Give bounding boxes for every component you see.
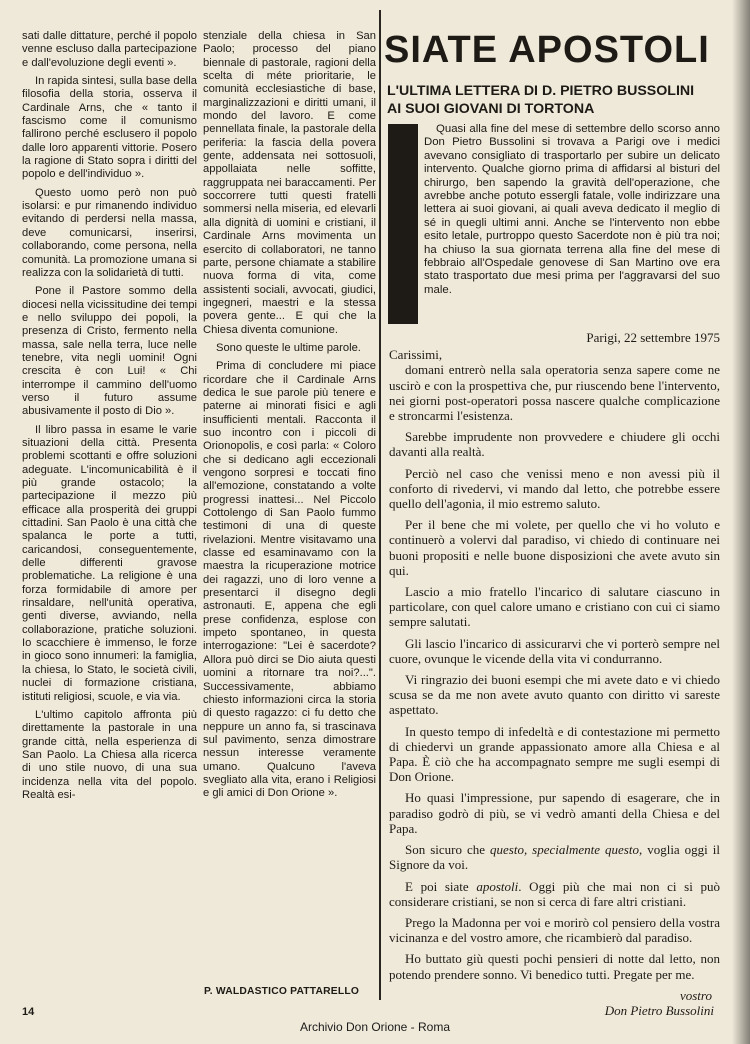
letter-paragraph: Sarebbe imprudente non provvedere e chiudere gli occhi davanti alla realtà. [389, 429, 720, 460]
paragraph: In rapida sintesi, sulla base della filosofia della storia, osserva il Cardinale Arns, che « tanto il fascismo come il comunismo fallirono perché esclusero il popolo dalle loro apparenti vittorie. Posero la ragione di Stato sopra i diritti del popolo e dell'individuo ». [22, 75, 197, 181]
paragraph: Pone il Pastore sommo della diocesi nella vicissitudine dei tempi e nello sviluppo dei popoli, la presenza di Cristo, fermento nella massa, sale nella terra, luce nelle tenebre, vita negli uomini! Ogni crescita è con Lui! « Chi interrompe il cammino dell'uomo verso il futuro assume abusivamente il posto di Dio ». [22, 285, 197, 418]
column-divider [379, 10, 381, 1000]
subtitle-line: L'ULTIMA LETTERA DI D. PIETRO BUSSOLINI [387, 83, 695, 99]
letter-paragraph: Ho buttato giù questi pochi pensieri di notte dal letto, non potendo prendere sonno. Vi benedico tutti. Pregate per me. [389, 951, 720, 982]
paragraph: stenziale della chiesa in San Paolo; processo del piano biennale di pastorale, ragioni della scelta di méte prioritarie, le comunità ecclesiastiche di base, marginalizzazioni e diritti umani, il mondo del lavoro. E come pennellata finale, la pastorale della periferia: la fascia della povera gente, addensata nei sottosuoli, appollaiata nelle soffitte, raggruppata nei baraccamenti. Per soccorrere tutti questi fratelli sommersi nella miseria, ed elevarli alla dignità di uomini e cristiani, il Cardinale Arns movimenta un esercito di collaboratori, ne tanno parte, persone chiamate a stabilire nuova forma di vita, come assistenti sociali, avvocati, giudici, ingegneri, maestri e la stessa povera gente... E qui che la Chiesa diventa comunione. [203, 30, 376, 336]
paragraph: Prima di concludere mi piace ricordare che il Cardinale Arns dedica le sue parole più tenere e paterne ai minorati fisici e agli insufficienti mentali. Racconta il suo incontro con i piccoli di Orionopolis, e così parla: « Coloro che si dedicano agli eccezionali vengono sorpresi e toccati fino all'emozione, constatando a volte progressi inattesi... Nel Piccolo Cottolengo di San Paolo fummo testimoni di una di queste rivelazioni. Mentre visitavamo una classe ed esaminavamo con la maestra la ricuperazione motrice dei ragazzi, uno di loro venne a presentarci il disegno degli astronauti. E, appena che egli prese confidenza, esplose con impeto spontaneo, in questa interrogazione: "Lei è sacerdote? Allora può dirci se Dio aiuta questi uomini a ritornare tra noi?...". Successivamente, abbiamo chiesto informazioni circa la storia di questo ragazzo: ci fu detto che neppure un anno fa, si trascinava sul pavimento, senza dimostrare nessun interesse veramente umano. Qualcuno l'aveva svegliato alla vita, erano i Religiosi e gli amici di Don Orione ». [203, 360, 376, 800]
letter-paragraph [389, 842, 720, 872]
article-subtitle [387, 82, 717, 118]
letter-closing: vostro [679, 987, 712, 1003]
archive-watermark: Archivio Don Orione - Roma [299, 1020, 451, 1034]
letter-paragraph: Gli lascio l'incarico di assicurarvi che vi porterò sempre nel cuore, ovunque le vicende della vita vi condurranno. [389, 635, 720, 666]
letter-paragraph: domani entrerò nella sala operatoria senza sapere come ne uscirò e con la prospettiva che, pur riuscendo bene l'intervento, nei giorni post-operatori possa nascere qualche complicazione e stroncarmi l'esistenza. [389, 362, 720, 424]
paragraph: sati dalle dittature, perché il popolo venne escluso dalla partecipazione e dall'evoluzione degli eventi ». [22, 30, 197, 69]
letter-signature: Don Pietro Bussolini [604, 1002, 714, 1018]
author-signature: P. WALDASTICO PATTARELLO [204, 986, 360, 997]
text-run: Son sicuro che [405, 842, 490, 858]
text-run: , voglia oggi il Signore da voi. [389, 842, 720, 873]
page-number: 14 [22, 1006, 35, 1018]
intro-paragraph: Quasi alla fine del mese di settembre dello scorso anno Don Pietro Bussolini si trovava a Parigi ove i medici avevano consigliato di trasportarlo per subire un delicato intervento. Qualche giorno prima di affidarsi al bisturi del chirurgo, ben sapendo la gravità dell'operazione, che avrebbe anche potuto essergli fatale, volle indirizzare una lettera ai suoi giovani, ai quali aveva dedicato il meglio di sé in quegli ultimi anni. Anche se l'intervento non ebbe esito letale, purtroppo questo Sacerdote non è più tra noi; ha chiuso la sua giornata terrena alla fine del mese di febbraio all'Ospedale genovese di San Martino ove era stato trasportato due mesi prima per l'aggravarsi del suo male. [424, 123, 720, 296]
article-intro [424, 123, 720, 297]
drop-cap-block [388, 124, 418, 324]
letter-paragraph: Ho quasi l'impressione, pur sapendo di esagerare, che in paradiso godrò di più, se vi vedrò amanti della Chiesa e del Papa. [389, 790, 720, 836]
letter-date: Parigi, 22 settembre 1975 [586, 330, 720, 345]
letter-body [389, 330, 720, 1018]
letter-paragraph: In questo tempo di infedeltà e di contestazione mi permetto di chiedervi un grande appassionato amore alla Chiesa e al Papa. È ciò che ha accompagnato sempre me sugli esempi di Don Orione. [389, 723, 720, 785]
subtitle-line: AI SUOI GIOVANI DI TORTONA [387, 101, 595, 117]
letter-paragraph: Prego la Madonna per voi e morirò col pensiero della vostra vicinanza e del vostro amore, che ricambierò dal paradiso. [389, 914, 720, 946]
text-column-left [22, 30, 197, 807]
text-column-middle [203, 30, 376, 806]
text-run: E poi siate [405, 878, 477, 894]
letter-paragraph: Perciò nel caso che venissi meno e non avessi più il conforto di rivedervi, vi mando dal letto, che potrebbe essere quello dell'agonia, il mio estremo saluto. [389, 465, 720, 512]
article-title: SIATE APOSTOLI [384, 29, 710, 71]
letter-paragraph: Vi ringrazio dei buoni esempi che mi avete dato e vi chiedo scusa se da me non avete avuto quanto con diritto vi sareste aspettato. [389, 672, 720, 718]
letter-paragraph: Per il bene che mi volete, per quello che vi ho voluto e continuerò a volervi dal paradiso, vi chiedo di continuare nei buoni propositi e nelle buone disposizioni che avete avuto sin qui. [389, 517, 720, 578]
paragraph: L'ultimo capitolo affronta più direttamente la pastorale in una grande città, nella esperienza di San Paolo. La Chiesa alla ricerca di uno stile nuovo, di una sua incidenza nella vita del popolo. Realtà esi- [22, 708, 197, 801]
emphasis: apostoli [476, 878, 519, 894]
letter-salutation: Carissimi, [389, 347, 443, 363]
letter-paragraph: Lascio a mio fratello l'incarico di salutare ciascuno in particolare, con quel calore umano e cristiano con cui ci siamo sempre salutati. [389, 584, 720, 630]
paragraph: Questo uomo però non può isolarsi: e pur rimanendo individuo evitando di perdersi nella massa, deve comunicarsi, inserirsi, collaborando, come persona, nella comunità. La promozione umana si realizza con la solidarietà di tutti. [22, 186, 197, 279]
paragraph: Sono queste le ultime parole. [216, 341, 361, 354]
text-run: . Oggi più che mai non ci si può considerare cristiani, se non si cerca di fare altri cristiani. [389, 878, 720, 909]
paragraph: Il libro passa in esame le varie situazioni della città. Presenta problemi scottanti e offre soluzioni adeguate. L'incomunicabilità è il più grande ostacolo; la partecipazione il mezzo più efficace alla prosperità dei gruppi cittadini. San Paolo è una città che spalanca le porte a tutti, caricandosi, conseguentemente, delle differenti gravose problematiche. La religione è una forza formidabile di amore per rinsaldare, nell'unità operativa, genti diverse, avviando, nella collaborazione, pratiche soluzioni. Io scacchiere è immenso, le forze in gioco sono innumeri: la famiglia, la chiesa, lo Stato, le società civili, nuclei di formazione cristiana, istituti religiosi, scuole, e via via. [22, 423, 197, 703]
letter-paragraph [389, 879, 720, 909]
emphasis: questo, specialmente questo [490, 842, 639, 858]
page-binding-shadow [732, 0, 750, 1044]
